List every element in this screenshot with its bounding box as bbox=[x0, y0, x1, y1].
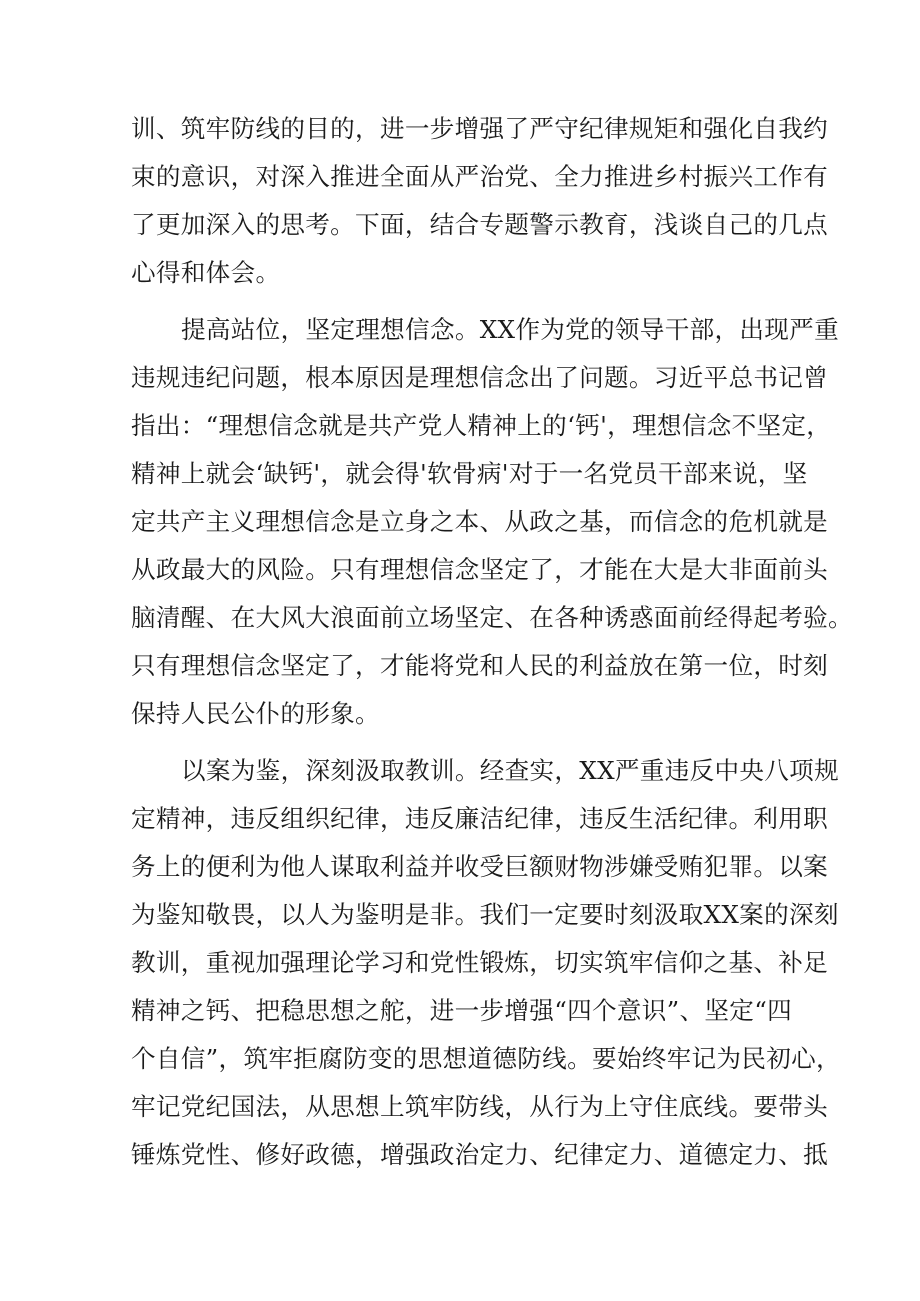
paragraph-3-line-8: 牢记党纪国法，从思想上筑牢防线，从行为上守住底线。要带头 bbox=[131, 1092, 829, 1121]
paragraph-3-line-7: 个自信”，筑牢拒腐防变的思想道德防线。要始终牢记为民初心， bbox=[131, 1044, 841, 1073]
paragraph-1-line-1: 训、筑牢防线的目的，进一步增强了严守纪律规矩和强化自我约 bbox=[131, 114, 829, 143]
paragraph-gap bbox=[131, 297, 806, 306]
paragraph-3-line-3: 务上的便利为他人谋取利益并收受巨额财物涉嫌受贿犯罪。以案 bbox=[131, 852, 829, 881]
paragraph-2-line-9: 保持人民公仆的形象。 bbox=[131, 699, 380, 728]
paragraph-2-line-4: 精神上就会‘缺钙'，就会得'软骨病'对于一名党员干部来说，坚 bbox=[131, 459, 808, 488]
paragraph-2-line-3: 指出：“理想信念就是共产党人精神上的‘钙'，理想信念不坚定， bbox=[131, 411, 832, 440]
paragraph-2-line-2: 违规违纪问题，根本原因是理想信念出了问题。习近平总书记曾 bbox=[131, 363, 829, 392]
paragraph-3-line-6: 精神之钙、把稳思想之舵，进一步增强“四个意识”、坚定“四 bbox=[131, 996, 792, 1025]
paragraph-2-line-1: 提高站位，坚定理想信念。XX作为党的领导干部，出现严重 bbox=[181, 315, 839, 344]
paragraph-2-line-5: 定共产主义理想信念是立身之本、从政之基，而信念的危机就是 bbox=[131, 507, 829, 536]
paragraph-2-line-8: 只有理想信念坚定了，才能将党和人民的利益放在第一位，时刻 bbox=[131, 651, 829, 680]
paragraph-3-line-1: 以案为鉴，深刻汲取教训。经查实，XX严重违反中央八项规 bbox=[181, 756, 839, 785]
paragraph-2-line-7: 脑清醒、在大风大浪面前立场坚定、在各种诱惑面前经得起考验。 bbox=[131, 603, 853, 632]
paragraph-1-line-4: 心得和体会。 bbox=[131, 258, 281, 287]
paragraph-1-line-3: 了更加深入的思考。下面，结合专题警示教育，浅谈自己的几点 bbox=[131, 210, 829, 239]
document-body bbox=[131, 105, 853, 1179]
paragraph-1-line-2: 束的意识，对深入推进全面从严治党、全力推进乡村振兴工作有 bbox=[131, 162, 829, 191]
paragraph-3-line-2: 定精神，违反组织纪律，违反廉洁纪律，违反生活纪律。利用职 bbox=[131, 804, 829, 833]
paragraph-2-line-6: 从政最大的风险。只有理想信念坚定了，才能在大是大非面前头 bbox=[131, 555, 829, 584]
paragraph-3-line-5: 教训，重视加强理论学习和党性锻炼，切实筑牢信仰之基、补足 bbox=[131, 948, 829, 977]
paragraph-3-line-9: 锤炼党性、修好政德，增强政治定力、纪律定力、道德定力、抵 bbox=[131, 1140, 829, 1169]
paragraph-gap bbox=[131, 738, 806, 747]
paragraph-3-line-4: 为鉴知敬畏，以人为鉴明是非。我们一定要时刻汲取XX案的深刻 bbox=[131, 900, 839, 929]
